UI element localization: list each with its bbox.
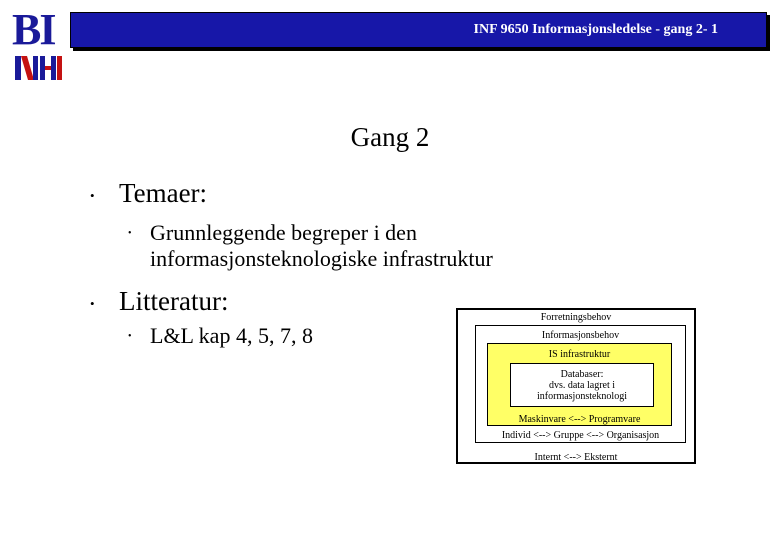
bi-logo: BI bbox=[12, 5, 55, 54]
bullet-dot: • bbox=[90, 296, 95, 311]
literature-heading: Litteratur: bbox=[119, 286, 229, 316]
header-bar bbox=[70, 12, 767, 48]
label-business-needs: Forretningsbehov bbox=[540, 312, 612, 323]
label-data-stored: dvs. data lagret i bbox=[548, 380, 616, 391]
bullet-dot: • bbox=[90, 188, 95, 203]
bullet-dot: • bbox=[128, 331, 132, 342]
label-internal-external: Internt <--> Eksternt bbox=[534, 452, 618, 463]
header-title: INF 9650 Informasjonsledelse - gang 2- 1 bbox=[473, 22, 718, 37]
label-databases: Databaser: bbox=[560, 369, 604, 380]
label-information-technology: informasjonsteknologi bbox=[537, 391, 627, 402]
label-information-needs: Informasjonsbehov bbox=[541, 330, 620, 341]
topic-item-line-2: informasjonsteknologiske infrastruktur bbox=[150, 246, 493, 271]
nhh-logo bbox=[14, 54, 64, 82]
diagram-databases bbox=[510, 363, 654, 407]
topic-item bbox=[150, 220, 493, 272]
topic-item-line-1: Grunnleggende begreper i den bbox=[150, 220, 417, 245]
label-individual-organisation: Individ <--> Gruppe <--> Organisasjon bbox=[501, 430, 660, 441]
literature-item: L&L kap 4, 5, 7, 8 bbox=[150, 323, 313, 348]
slide-title: Gang 2 bbox=[350, 122, 430, 152]
label-hardware-software: Maskinvare <--> Programvare bbox=[518, 414, 641, 425]
bullet-dot: • bbox=[128, 228, 132, 239]
label-is-infrastructure: IS infrastruktur bbox=[548, 349, 611, 360]
topic-heading: Temaer: bbox=[119, 178, 208, 208]
